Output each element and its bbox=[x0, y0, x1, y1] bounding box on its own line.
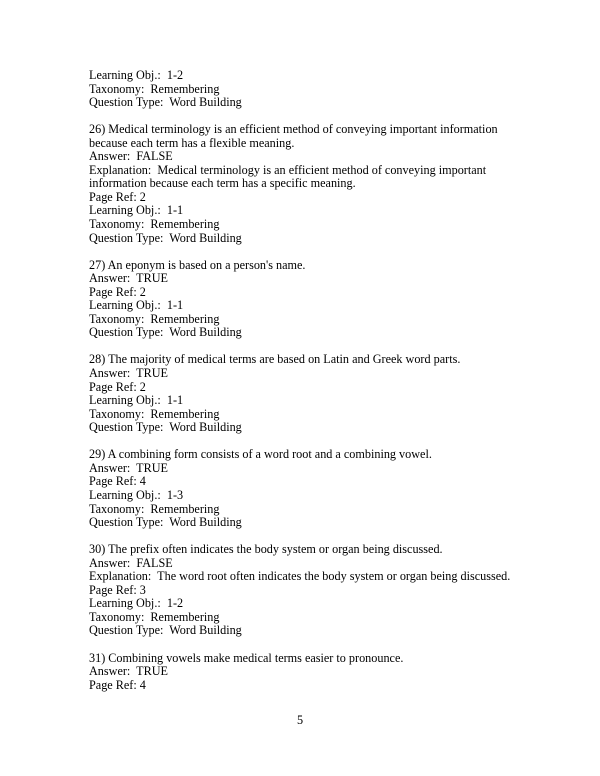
page-ref-line: Page Ref: 4 bbox=[89, 474, 146, 489]
learning-obj-line: Learning Obj.: 1-1 bbox=[89, 203, 184, 218]
question-31 bbox=[89, 652, 549, 693]
answer-line: Answer: FALSE bbox=[89, 555, 173, 570]
question-type-line: Question Type: Word Building bbox=[89, 623, 242, 638]
continued-question-metadata bbox=[89, 69, 549, 110]
question-29 bbox=[89, 448, 549, 529]
text-line: Question Type: Word Building bbox=[89, 95, 242, 110]
learning-obj-line: Learning Obj.: 1-3 bbox=[89, 487, 184, 502]
question-type-line: Question Type: Word Building bbox=[89, 515, 242, 530]
explanation-line: information because each term has a specific meaning. bbox=[89, 176, 356, 191]
question-28 bbox=[89, 353, 549, 434]
text-line: Learning Obj.: 1-2 bbox=[89, 68, 184, 82]
learning-obj-line: Learning Obj.: 1-1 bbox=[89, 393, 184, 408]
question-text: 28) The majority of medical terms are based on Latin and Greek word parts. bbox=[89, 352, 461, 367]
page-ref-line: Page Ref: 2 bbox=[89, 379, 146, 394]
question-type-line: Question Type: Word Building bbox=[89, 230, 242, 245]
learning-obj-line: Learning Obj.: 1-1 bbox=[89, 298, 184, 313]
explanation-line: Explanation: The word root often indicates the body system or organ being discussed. bbox=[89, 569, 511, 584]
question-text: 29) A combining form consists of a word root and a combining vowel. bbox=[89, 447, 432, 462]
taxonomy-line: Taxonomy: Remembering bbox=[89, 609, 220, 624]
answer-line: Answer: TRUE bbox=[89, 366, 168, 381]
learning-obj-line: Learning Obj.: 1-2 bbox=[89, 596, 184, 611]
page-ref-line: Page Ref: 2 bbox=[89, 284, 146, 299]
answer-line: Answer: TRUE bbox=[89, 271, 168, 286]
explanation-line: Explanation: Medical terminology is an efficient method of conveying important bbox=[89, 162, 487, 177]
taxonomy-line: Taxonomy: Remembering bbox=[89, 217, 220, 232]
question-type-line: Question Type: Word Building bbox=[89, 420, 242, 435]
answer-line: Answer: TRUE bbox=[89, 664, 168, 679]
question-27 bbox=[89, 259, 549, 340]
document-page bbox=[89, 69, 549, 706]
question-text: 27) An eponym is based on a person's name. bbox=[89, 257, 306, 272]
question-26 bbox=[89, 123, 549, 245]
question-text: 30) The prefix often indicates the body system or organ being discussed. bbox=[89, 542, 443, 557]
page-number: 5 bbox=[296, 713, 304, 727]
answer-line: Answer: TRUE bbox=[89, 460, 168, 475]
taxonomy-line: Taxonomy: Remembering bbox=[89, 311, 220, 326]
page-ref-line: Page Ref: 3 bbox=[89, 582, 146, 597]
question-text: 26) Medical terminology is an efficient method of conveying important information bbox=[89, 122, 498, 137]
question-text: because each term has a flexible meaning. bbox=[89, 135, 295, 150]
question-text: 31) Combining vowels make medical terms easier to pronounce. bbox=[89, 650, 404, 665]
question-30 bbox=[89, 543, 549, 638]
answer-line: Answer: FALSE bbox=[89, 149, 173, 164]
page-ref-line: Page Ref: 4 bbox=[89, 677, 146, 692]
taxonomy-line: Taxonomy: Remembering bbox=[89, 501, 220, 516]
taxonomy-line: Taxonomy: Remembering bbox=[89, 406, 220, 421]
page-ref-line: Page Ref: 2 bbox=[89, 189, 146, 204]
question-type-line: Question Type: Word Building bbox=[89, 325, 242, 340]
text-line: Taxonomy: Remembering bbox=[89, 81, 220, 96]
